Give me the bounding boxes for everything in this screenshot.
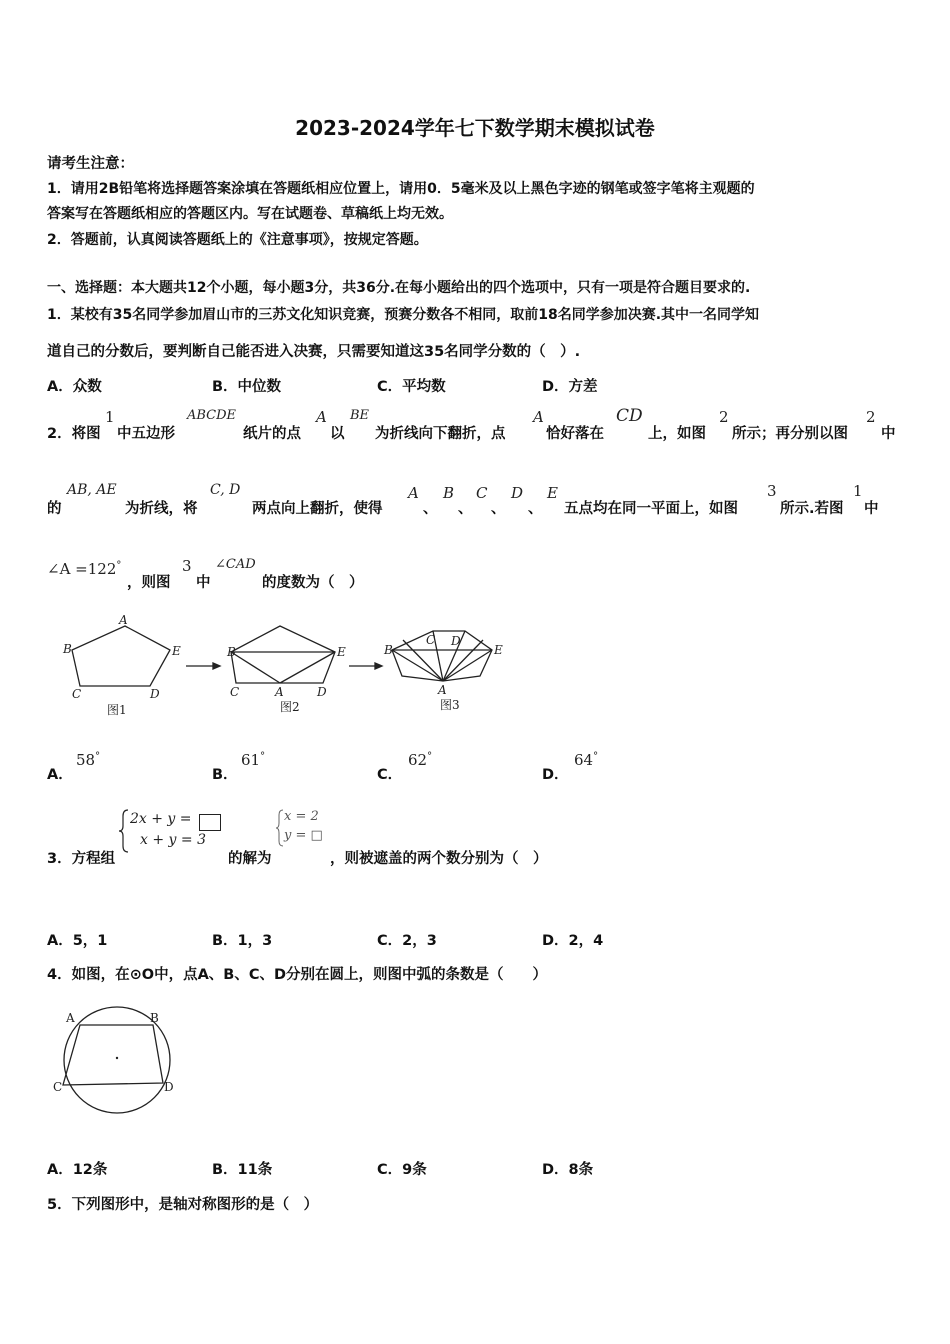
fig1-caption: 图1: [107, 703, 127, 717]
q2-label-d: D: [511, 484, 524, 502]
fig1-label-b: B: [63, 642, 72, 656]
q2-fig-num-3: 3: [767, 482, 777, 500]
q2-sep-3: 、: [491, 501, 506, 517]
q2-fig-num-2b: 2: [866, 408, 876, 426]
q2-label-b: B: [443, 484, 455, 502]
q4-label-b: B: [150, 1011, 159, 1025]
q2-segment-cd: CD: [616, 406, 643, 426]
q2-text-17: 中: [196, 575, 211, 591]
q2-text-18: 的度数为（ ）: [262, 575, 364, 591]
q5-text: 5．下列图形中，是轴对称图形的是（ ）: [47, 1197, 319, 1213]
q2-text-9: 中: [881, 426, 896, 442]
q2-option-d-letter: D．: [542, 767, 569, 783]
fig3-label-a: A: [438, 683, 447, 697]
q3-option-d: D．2，4: [542, 933, 604, 949]
q3-option-c: C．2，3: [377, 933, 437, 949]
q3-prefix: 3．方程组: [47, 851, 116, 867]
q2-option-d-value: 64°: [574, 751, 599, 769]
notice-line-2: 2．答题前，认真阅读答题纸上的《注意事项》，按规定答题。: [47, 232, 428, 248]
q1-option-c: C．平均数: [377, 379, 446, 395]
q2-text-3: 纸片的点: [243, 426, 301, 442]
q4-option-b: B．11条: [212, 1162, 273, 1178]
q2-fig-num-3b: 3: [182, 557, 192, 575]
fig1-pentagon: [72, 626, 170, 686]
q3-solution: [275, 808, 335, 848]
q2-figures: [55, 608, 515, 720]
notice-line-1a: 1．请用2B铅笔将选择题答案涂填在答题纸相应位置上，请用0．5毫米及以上黑色字迹的钢笔或签字笔将主观题的: [47, 181, 755, 197]
fig3-label-b: B: [384, 643, 393, 657]
q2-pentagon-name: ABCDE: [187, 408, 237, 423]
center-point-o: [116, 1057, 118, 1059]
q2-fold-line-be: BE: [350, 408, 370, 423]
q2-text-13: 五点均在同一平面上，如图: [564, 501, 738, 517]
q2-text-14: 所示.若图: [780, 501, 844, 517]
q4-text: 4．如图，在⊙O中，点A、B、C、D分别在圆上，则图中弧的条数是（ ）: [47, 967, 548, 983]
q2-option-b-value: 61°: [241, 751, 266, 769]
q4-option-c: C．9条: [377, 1162, 427, 1178]
q1-option-b: B．中位数: [212, 379, 282, 395]
fig2-label-a: A: [275, 685, 284, 699]
fig1-label-c: C: [72, 687, 82, 701]
q2-option-c-value: 62°: [408, 751, 433, 769]
notice-line-1b: 答案写在答题纸相应的答题区内。写在试题卷、草稿纸上均无效。: [47, 206, 453, 222]
q2-option-a-value: 58°: [76, 751, 101, 769]
q2-option-c-letter: C．: [377, 767, 403, 783]
q1-line-1: 1．某校有35名同学参加眉山市的三苏文化知识竞赛，预赛分数各不相同，取前18名同学参加决赛.其中一名同学知: [47, 307, 760, 323]
q1-line-2: 道自己的分数后，要判断自己能否进入决赛，只需要知道这35名同学分数的（ ）.: [47, 344, 581, 360]
q3-eq-2: x + y = 3: [140, 832, 206, 848]
q2-sep-1: 、: [423, 501, 438, 517]
q4-label-a: A: [66, 1011, 75, 1025]
q2-label-a: A: [408, 484, 419, 502]
q4-option-a: A．12条: [47, 1162, 108, 1178]
q2-fig-num-1: 1: [105, 408, 115, 426]
fig1-label-d: D: [150, 687, 160, 701]
q2-sep-4: 、: [528, 501, 543, 517]
q4-option-d: D．8条: [542, 1162, 594, 1178]
q2-option-a-letter: A．: [47, 767, 73, 783]
q4-label-d: D: [164, 1080, 174, 1094]
q2-text-4: 以: [330, 426, 345, 442]
fig1-label-a: A: [119, 613, 128, 627]
fig2-label-b: B: [227, 645, 236, 659]
q2-fig-num-2: 2: [719, 408, 729, 426]
fig1-label-e: E: [172, 644, 181, 658]
q3-option-b: B．1，3: [212, 933, 273, 949]
q3-sol-2: y = □: [284, 828, 323, 843]
fig2-label-e: E: [337, 645, 346, 659]
q3-eq-1: 2x + y =: [130, 811, 192, 827]
notice-heading: 请考生注意：: [47, 156, 134, 172]
fig3-label-c: C: [426, 633, 436, 647]
q2-label-e: E: [547, 484, 558, 502]
page-title: 2023-2024学年七下数学期末模拟试卷: [295, 116, 655, 140]
q2-sep-2: 、: [458, 501, 473, 517]
fig2-label-d: D: [317, 685, 327, 699]
fig2-outline: [231, 626, 335, 683]
q2-given-angle: ∠A =122°: [47, 560, 122, 578]
q2-fold-lines: AB, AE: [67, 482, 117, 498]
q2-point-a-2: A: [533, 408, 544, 426]
section-heading: 一、选择题：本大题共12个小题，每小题3分，共36分.在每小题给出的四个选项中，只有一项是符合题目要求的.: [47, 280, 751, 296]
q2-text-7: 上，如图: [648, 426, 706, 442]
q3-sol-1: x = 2: [284, 809, 319, 824]
q2-text-1: 2．将图: [47, 426, 101, 442]
fig2-caption: 图2: [280, 700, 300, 714]
q2-text-2: 中五边形: [117, 426, 175, 442]
q2-point-a: A: [316, 408, 327, 426]
q3-equation-system: [118, 808, 228, 854]
q4-circle-figure: [50, 1005, 185, 1125]
q2-asked-angle: ∠CAD: [215, 557, 256, 572]
q1-option-d: D．方差: [542, 379, 598, 395]
q2-text-5: 为折线向下翻折，点: [375, 426, 506, 442]
q2-text-10: 的: [47, 501, 62, 517]
q3-covered-box: [199, 814, 221, 831]
q3-brace-icon: [118, 808, 130, 854]
q2-points-cd: C, D: [210, 482, 241, 498]
q1-option-a: A．众数: [47, 379, 102, 395]
q4-label-c: C: [53, 1080, 63, 1094]
q2-text-8: 所示；再分别以图: [732, 426, 848, 442]
fig3-caption: 图3: [440, 698, 460, 712]
fig2-label-c: C: [230, 685, 240, 699]
q2-text-15: 中: [864, 501, 879, 517]
fig3-label-e: E: [494, 643, 503, 657]
q3-middle: 的解为: [228, 851, 272, 867]
q2-label-c: C: [476, 484, 488, 502]
q3-option-a: A．5，1: [47, 933, 108, 949]
q2-option-b-letter: B．: [212, 767, 238, 783]
quadrilateral-abcd: [63, 1025, 163, 1085]
q2-fig-num-1b: 1: [853, 482, 863, 500]
q2-text-6: 恰好落在: [546, 426, 604, 442]
fig3-label-d: D: [451, 634, 461, 648]
q2-text-11: 为折线，将: [125, 501, 198, 517]
q3-suffix: ，则被遮盖的两个数分别为（ ）: [330, 851, 548, 867]
q2-text-16: ，则图: [127, 575, 171, 591]
q2-text-12: 两点向上翻折，使得: [252, 501, 383, 517]
